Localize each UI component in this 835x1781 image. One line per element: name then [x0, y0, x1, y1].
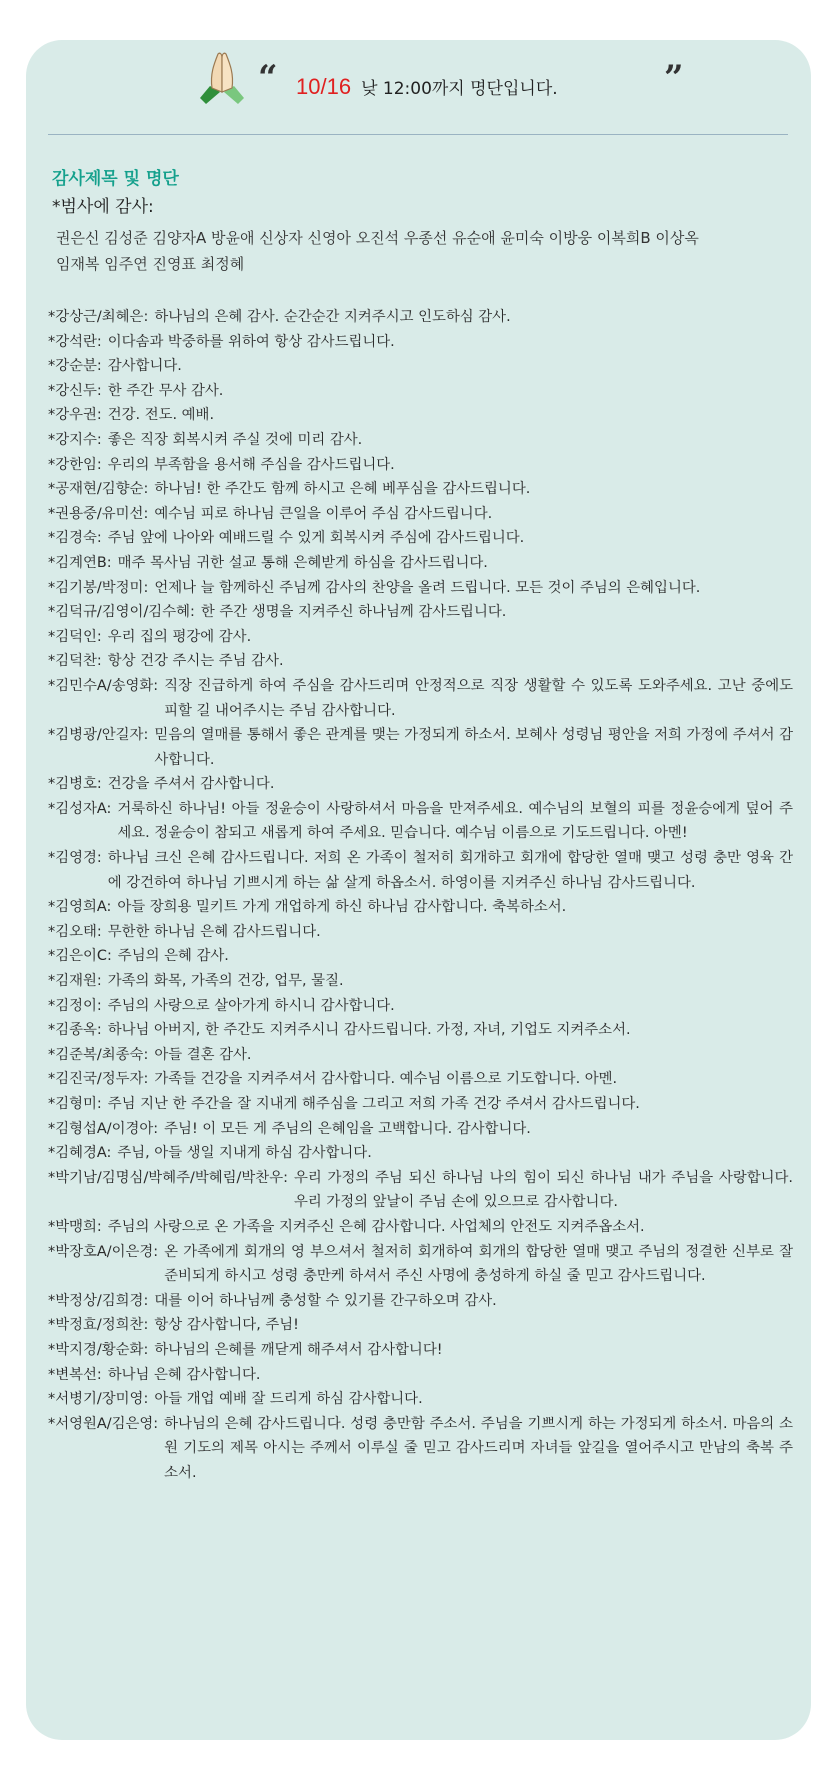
list-item — [48, 969, 793, 994]
list-item — [48, 1166, 793, 1215]
entry-text: 주님! 이 모든 게 주님의 은혜임을 고백합니다. 감사합니다. — [164, 1120, 531, 1137]
entry-name: *박정상/김희경: — [48, 1292, 149, 1309]
entry-name: *김종옥: — [48, 1022, 102, 1039]
entry-text: 하나님 은혜 감사합니다. — [107, 1366, 261, 1383]
entry-text: 거룩하신 하나님! 아들 정윤승이 사랑하셔서 마음을 만져주세요. 예수님의 보혈의 피를 정윤승에게 덮어 주세요. 정윤승이 참되고 새롭게 하여 주세요. 믿습니다. 예수님 이름으로 기도드립니다. 아멘! — [117, 800, 793, 842]
list-item — [48, 600, 793, 625]
deadline-notice — [296, 74, 558, 100]
list-item — [48, 453, 793, 478]
entry-name: *김덕규/김영이/김수혜: — [48, 604, 195, 621]
entry-name: *김민수A/송영화: — [48, 677, 159, 694]
entry-text: 언제나 늘 함께하신 주님께 감사의 찬양을 올려 드립니다. 모든 것이 주님의 은혜입니다. — [154, 579, 701, 596]
list-item — [48, 920, 793, 945]
section-subtitle: *범사에 감사: — [52, 197, 154, 217]
close-quote: ” — [664, 58, 684, 98]
list-item — [48, 994, 793, 1019]
list-item — [48, 1018, 793, 1043]
entry-name: *김경숙: — [48, 530, 102, 547]
entry-name: *강한임: — [48, 456, 102, 473]
entry-text: 한 주간 무사 감사. — [107, 382, 224, 399]
list-item — [48, 797, 793, 846]
entry-name: *김성자A: — [48, 800, 112, 817]
list-item — [48, 1363, 793, 1388]
entry-name: *박지경/황순화: — [48, 1341, 149, 1358]
entry-name: *김정이: — [48, 997, 102, 1014]
entry-name: *김병호: — [48, 776, 102, 793]
deadline-date: 10/16 — [296, 74, 352, 99]
entry-text: 매주 목사님 귀한 설교 통해 은혜받게 하심을 감사드립니다. — [117, 554, 488, 571]
list-item — [48, 403, 793, 428]
list-item — [48, 625, 793, 650]
entry-name: *변복선: — [48, 1366, 102, 1383]
entry-text: 감사합니다. — [107, 358, 182, 375]
list-item — [48, 1067, 793, 1092]
entry-text: 우리의 부족함을 용서해 주심을 감사드립니다. — [107, 456, 395, 473]
entry-text: 이다솜과 박중하를 위하여 항상 감사드립니다. — [107, 333, 395, 350]
list-item — [48, 354, 793, 379]
entry-name: *강지수: — [48, 431, 102, 448]
list-item — [48, 1412, 793, 1486]
entry-text: 가족의 화목, 가족의 건강, 업무, 물질. — [107, 973, 344, 990]
entry-name: *김기봉/박정미: — [48, 579, 149, 596]
entry-name: *서영원A/김은영: — [48, 1415, 159, 1432]
entry-name: *박장호A/이은경: — [48, 1243, 159, 1260]
entry-name: *강상근/최혜은: — [48, 309, 149, 325]
entry-text: 온 가족에게 회개의 영 부으셔서 철저히 회개하여 회개의 합당한 열매 맺고 주님의 정결한 신부로 잘 준비되게 하시고 성령 충만케 하셔서 주신 사명에 충성하게 하실 줄 믿고 감사드립니다. — [164, 1243, 793, 1285]
list-item — [48, 1338, 793, 1363]
list-item — [48, 428, 793, 453]
list-item — [48, 944, 793, 969]
list-item — [48, 723, 793, 772]
entry-text: 주님 지난 한 주간을 잘 지내게 해주심을 그리고 저희 가족 건강 주셔서 감사드립니다. — [107, 1096, 640, 1112]
entries-list — [48, 305, 793, 1486]
list-item — [48, 1313, 793, 1338]
entry-text: 하나님의 은혜 감사. 순간순간 지켜주시고 인도하심 감사. — [154, 309, 511, 325]
entry-name: *박기남/김명심/박혜주/박혜림/박찬우: — [48, 1169, 288, 1186]
list-item — [48, 1043, 793, 1068]
entry-name: *김진국/정두자: — [48, 1071, 149, 1088]
entry-text: 무한한 하나님 은혜 감사드립니다. — [107, 923, 321, 940]
entry-text: 아들 장희용 밀키트 가게 개업하게 하신 하나님 감사합니다. 축복하소서. — [117, 899, 567, 916]
entry-text: 하나님! 한 주간도 함께 하시고 은혜 베푸심을 감사드립니다. — [154, 481, 531, 498]
entry-text: 하나님의 은혜 감사드립니다. 성령 충만함 주소서. 주님을 기쁘시게 하는 가정되게 하소서. 마음의 소원 기도의 제목 아시는 주께서 이루실 줄 믿고 감사드리며 자녀들 앞길을 열어주시고 만남의 축복 주소서. — [164, 1415, 793, 1481]
list-item — [48, 502, 793, 527]
list-item — [48, 551, 793, 576]
entry-text: 믿음의 열매를 통해서 좋은 관계를 맺는 가정되게 하소서. 보혜사 성령님 평안을 저희 가정에 주셔서 감사합니다. — [154, 727, 793, 768]
entry-text: 하나님의 은혜를 깨닫게 해주셔서 감사합니다! — [154, 1341, 443, 1358]
entry-text: 대를 이어 하나님께 충성할 수 있기를 간구하오며 감사. — [154, 1292, 497, 1309]
entry-name: *김재원: — [48, 973, 102, 990]
divider — [48, 134, 788, 135]
list-item — [48, 1240, 793, 1289]
entry-name: *공재현/김향순: — [48, 481, 149, 498]
entry-name: *김오태: — [48, 923, 102, 940]
list-item — [48, 895, 793, 920]
entry-name: *김덕찬: — [48, 653, 102, 670]
entry-name: *김계연B: — [48, 554, 112, 571]
list-item — [48, 1215, 793, 1240]
entry-name: *김영경: — [48, 850, 102, 867]
entry-text: 직장 진급하게 하여 주심을 감사드리며 안정적으로 직장 생활할 수 있도록 도와주세요. 고난 중에도 피할 길 내어주시는 주님 감사합니다. — [164, 677, 793, 719]
entry-text: 건강. 전도. 예배. — [107, 407, 215, 424]
praying-hands-icon — [196, 46, 248, 106]
entry-name: *강우권: — [48, 407, 102, 424]
entry-text: 주님의 사랑으로 온 가족을 지켜주신 은혜 감사합니다. 사업체의 안전도 지켜주옵소서. — [107, 1218, 645, 1235]
list-item — [48, 330, 793, 355]
list-item — [48, 1141, 793, 1166]
entry-text: 아들 개업 예배 잘 드리게 하심 감사합니다. — [154, 1391, 423, 1408]
deadline-text: 낮 12:00까지 명단입니다. — [361, 79, 558, 99]
entry-name: *박맹희: — [48, 1218, 102, 1235]
entry-text: 우리 가정의 주님 되신 하나님 나의 힘이 되신 하나님 내가 주님을 사랑합니다. 우리 가정의 앞날이 주님 손에 있으므로 감사합니다. — [293, 1169, 793, 1211]
list-item — [48, 379, 793, 404]
header — [26, 40, 811, 135]
names-line: 임재복 임주연 진영표 최정혜 — [56, 255, 245, 273]
list-item — [48, 1387, 793, 1412]
entry-text: 한 주간 생명을 지켜주신 하나님께 감사드립니다. — [200, 604, 507, 621]
entry-text: 주님의 사랑으로 살아가게 하시니 감사합니다. — [107, 997, 395, 1014]
entry-text: 항상 감사합니다, 주님! — [154, 1317, 299, 1334]
entry-name: *권용중/유미선: — [48, 505, 149, 522]
entry-text: 아들 결혼 감사. — [154, 1046, 252, 1063]
entry-text: 주님의 은혜 감사. — [117, 948, 229, 965]
entry-text: 건강을 주셔서 감사합니다. — [107, 776, 275, 793]
entry-text: 항상 건강 주시는 주님 감사. — [107, 653, 284, 670]
entry-text: 좋은 직장 회복시켜 주실 것에 미리 감사. — [107, 431, 363, 448]
entry-name: *김혜경A: — [48, 1145, 112, 1162]
entry-text: 예수님 피로 하나님 큰일을 이루어 주심 감사드립니다. — [154, 505, 493, 522]
list-item — [48, 1289, 793, 1314]
entry-name: *강석란: — [48, 333, 102, 350]
open-quote: “ — [258, 58, 278, 98]
entry-name: *김형섭A/이경아: — [48, 1120, 159, 1137]
list-item — [48, 305, 793, 330]
entry-name: *김형미: — [48, 1096, 102, 1112]
entry-name: *김병광/안길자: — [48, 727, 149, 744]
entry-name: *김준복/최종숙: — [48, 1046, 149, 1063]
list-item — [48, 846, 793, 895]
list-item — [48, 477, 793, 502]
list-item — [48, 1092, 793, 1117]
section-title: 감사제목 및 명단 — [52, 169, 179, 189]
list-item — [48, 526, 793, 551]
entry-text: 주님 앞에 나아와 예배드릴 수 있게 회복시켜 주심에 감사드립니다. — [107, 530, 525, 547]
list-item — [48, 576, 793, 601]
entry-text: 하나님 아버지, 한 주간도 지켜주시니 감사드립니다. 가정, 자녀, 기업도 지켜주소서. — [107, 1022, 631, 1039]
entry-name: *강신두: — [48, 382, 102, 399]
entry-text: 주님, 아들 생일 지내게 하심 감사합니다. — [117, 1145, 372, 1162]
list-item — [48, 649, 793, 674]
entry-name: *박정효/정희찬: — [48, 1317, 149, 1334]
entry-name: *서병기/장미영: — [48, 1391, 149, 1408]
entry-name: *김은이C: — [48, 948, 112, 965]
prayer-card — [26, 40, 811, 1740]
entry-text: 가족들 건강을 지켜주셔서 감사합니다. 예수님 이름으로 기도합니다. 아멘. — [154, 1071, 618, 1088]
entry-name: *강순분: — [48, 358, 102, 375]
list-item — [48, 674, 793, 723]
names-line: 권은신 김성준 김양자A 방윤애 신상자 신영아 오진석 우종선 유순애 윤미숙 이방웅 이복희B 이상옥 — [56, 229, 699, 247]
entry-text: 우리 집의 평강에 감사. — [107, 628, 252, 645]
list-item — [48, 772, 793, 797]
entry-text: 하나님 크신 은혜 감사드립니다. 저희 온 가족이 철저히 회개하고 회개에 합당한 열매 맺고 성령 충만 영육 간에 강건하여 하나님 기쁘시게 하는 삶 살게 하옵소서. 하영이를 지켜주신 하나님 감사드립니다. — [107, 850, 793, 891]
entry-name: *김영희A: — [48, 899, 112, 916]
list-item — [48, 1117, 793, 1142]
entry-name: *김덕인: — [48, 628, 102, 645]
